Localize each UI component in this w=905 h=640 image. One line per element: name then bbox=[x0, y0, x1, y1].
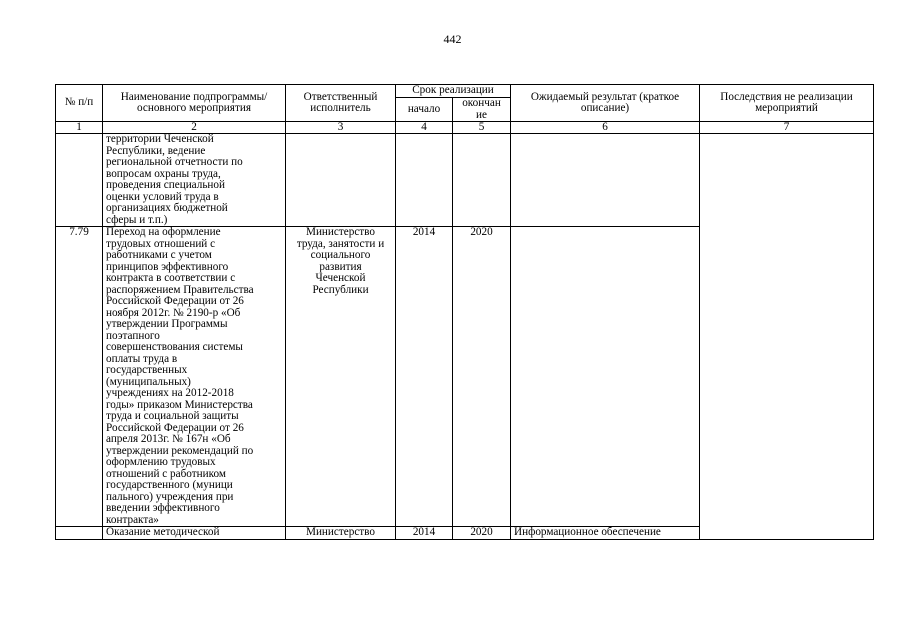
table-row bbox=[56, 134, 874, 227]
column-number: 5 bbox=[453, 122, 511, 134]
row-end bbox=[453, 134, 511, 227]
header-result: Ожидаемый результат (краткое описание) bbox=[511, 85, 700, 122]
row-start bbox=[396, 134, 453, 227]
row-name: Переход на оформление трудовых отношений с работниками с учетом принципов эффективного контракта в соответствии с распоряжением Правительства Российской Федерации от 26 ноября 2012г. № 2190-р «Об утверждении Программы поэтапного совершенствования системы оплаты труда в государственных (муниципальных) учреждениях на 2012-2018 годы» приказом Министерства труда и социальной защиты Российской Федерации от 26 апреля 2013г. № 167н «Об утверждении рекомендаций по оформлению трудовых отношений с работником государственного (муници пального) учреждения при введении эффективного контракта» bbox=[103, 227, 286, 527]
header-name: Наименование подпрограммы/ основного мероприятия bbox=[103, 85, 286, 122]
row-number: 7.79 bbox=[56, 227, 103, 527]
header-consequences: Последствия не реализации мероприятий bbox=[700, 85, 874, 122]
row-executor bbox=[286, 134, 396, 227]
row-name: Оказание методической bbox=[103, 527, 286, 540]
header-start: начало bbox=[396, 98, 453, 122]
column-number: 1 bbox=[56, 122, 103, 134]
column-numbers-row bbox=[56, 122, 874, 134]
row-start: 2014 bbox=[396, 527, 453, 540]
row-result bbox=[511, 134, 700, 227]
header-term-group: Срок реализации bbox=[396, 85, 511, 98]
row-end: 2020 bbox=[453, 227, 511, 527]
header-executor: Ответственный исполнитель bbox=[286, 85, 396, 122]
column-number: 3 bbox=[286, 122, 396, 134]
row-number bbox=[56, 134, 103, 227]
header-end: окончан ие bbox=[453, 98, 511, 122]
row-result bbox=[511, 227, 700, 527]
page-number: 442 bbox=[443, 32, 462, 46]
row-number bbox=[56, 527, 103, 540]
row-start: 2014 bbox=[396, 227, 453, 527]
column-number: 2 bbox=[103, 122, 286, 134]
program-table bbox=[55, 84, 874, 540]
column-number: 4 bbox=[396, 122, 453, 134]
header-row-1 bbox=[56, 85, 874, 98]
consequences-cell bbox=[700, 134, 874, 540]
column-number: 7 bbox=[700, 122, 874, 134]
header-number: № п/п bbox=[56, 85, 103, 122]
column-number: 6 bbox=[511, 122, 700, 134]
row-executor: Министерство труда, занятости и социального развития Чеченской Республики bbox=[286, 227, 396, 527]
row-name: территории Чеченской Республики, ведение региональной отчетности по вопросам охраны труда, проведения специальной оценки условий труда в организациях бюджетной сферы и т.п.) bbox=[103, 134, 286, 227]
row-executor: Министерство bbox=[286, 527, 396, 540]
row-end: 2020 bbox=[453, 527, 511, 540]
row-result: Информационное обеспечение bbox=[511, 527, 700, 540]
